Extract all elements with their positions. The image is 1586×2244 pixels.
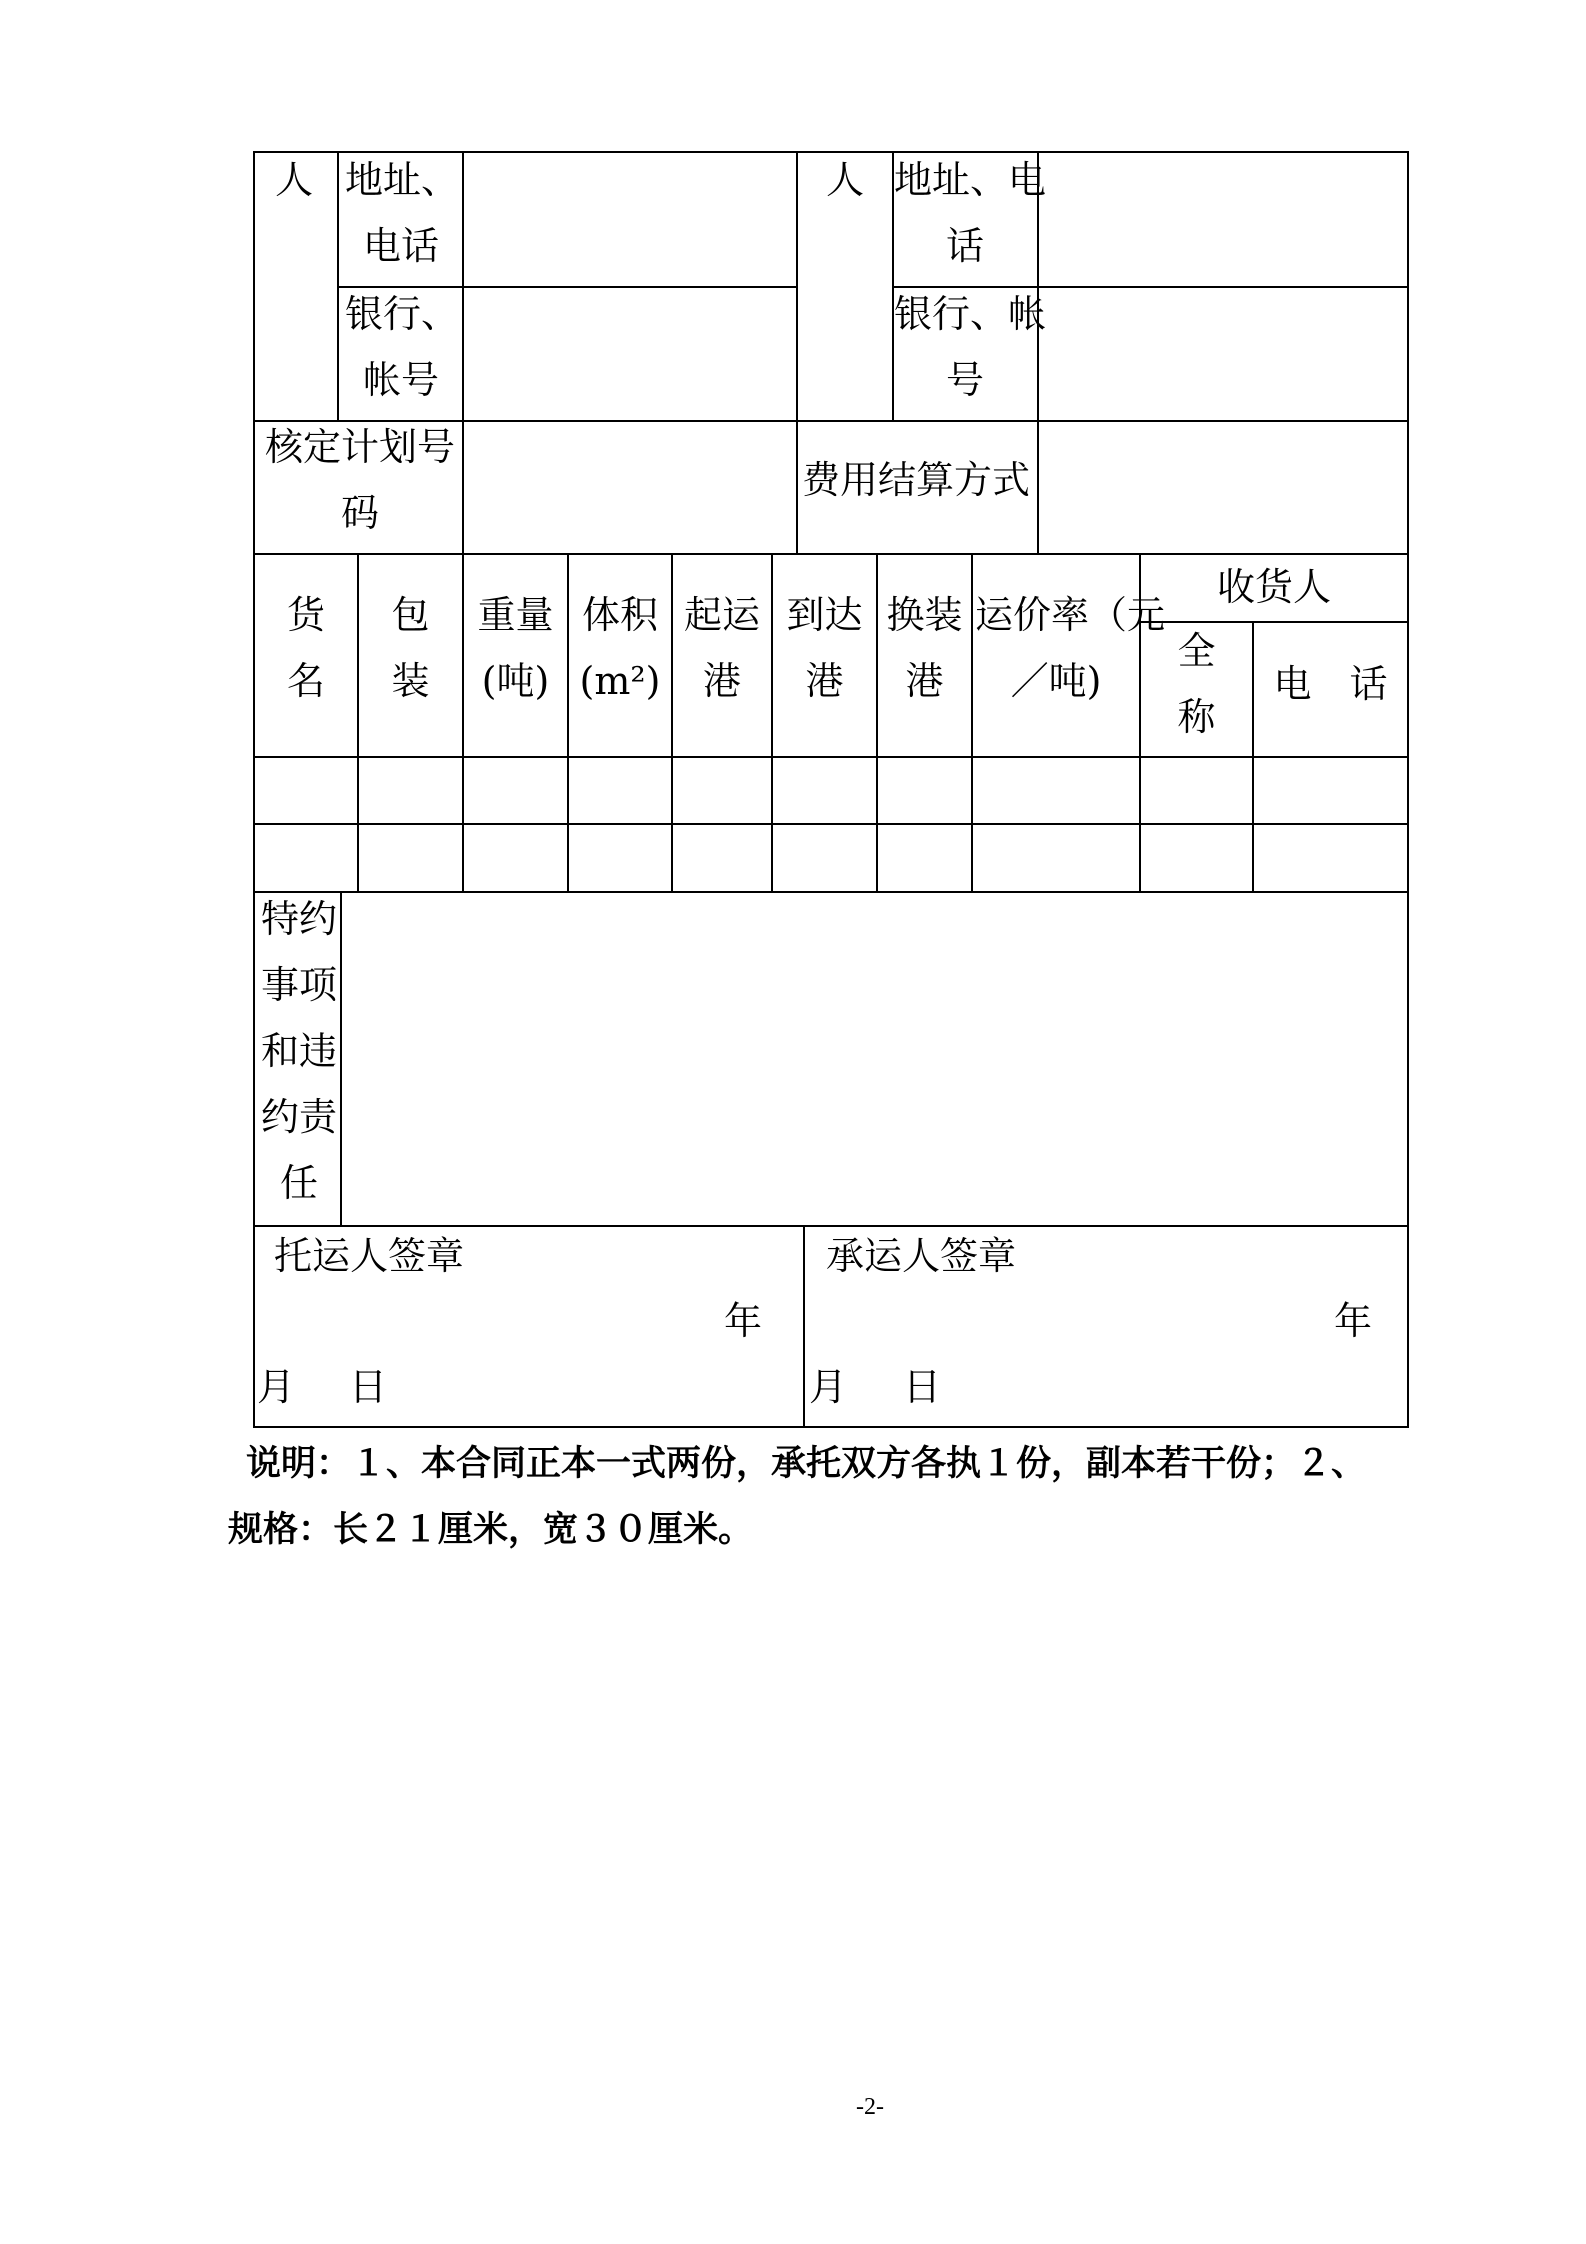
divider <box>796 151 798 555</box>
special-terms-label-line4: 约责 <box>261 1095 338 1139</box>
bank-account-label-line2: 帐号 <box>363 358 440 402</box>
origin-port-header-line1: 起运 <box>683 593 760 637</box>
goods-name-header-line2: 名 <box>286 659 325 703</box>
divider <box>253 823 1409 825</box>
full-name-header-line1: 全 <box>1177 629 1216 673</box>
shipper-signature-month: 月 <box>257 1365 296 1409</box>
plan-number-label-line1: 核定计划号 <box>265 425 456 469</box>
packing-header-line2: 装 <box>391 659 430 703</box>
right-bank-account-label-line2: 号 <box>946 358 985 402</box>
transfer-port-header-line2: 港 <box>905 659 944 703</box>
address-phone-label-line2: 电话 <box>363 224 440 268</box>
divider <box>971 553 973 893</box>
weight-header-line2: (吨) <box>481 659 550 703</box>
table-border-bottom <box>253 1426 1409 1428</box>
goods-name-header-line1: 货 <box>286 593 325 637</box>
freight-rate-header-line1: 运价率（元 <box>975 593 1166 637</box>
special-terms-label-line1: 特约 <box>261 897 338 941</box>
special-terms-label-line5: 任 <box>280 1161 319 1205</box>
right-party-label-tail: 人 <box>826 158 865 202</box>
consignee-header: 收货人 <box>1216 565 1331 609</box>
shipper-signature-day: 日 <box>349 1365 388 1409</box>
destination-port-header-line2: 港 <box>805 659 844 703</box>
transfer-port-header-line1: 换装 <box>886 593 963 637</box>
settlement-method-label: 费用结算方式 <box>802 458 1031 502</box>
plan-number-label-line2: 码 <box>341 491 380 535</box>
note-line-1: 说明：１、本合同正本一式两份，承托双方各执１份，副本若干份；２、 <box>246 1444 1367 1484</box>
right-address-phone-label-line1: 地址、电 <box>894 158 1047 202</box>
table-border-left <box>253 151 255 1428</box>
special-terms-label-line2: 事项 <box>261 963 338 1007</box>
volume-header-line2: (m²) <box>579 659 661 703</box>
volume-header-line1: 体积 <box>581 593 658 637</box>
divider <box>340 891 342 1227</box>
special-terms-label-line3: 和违 <box>261 1029 338 1073</box>
destination-port-header-line1: 到达 <box>786 593 863 637</box>
carrier-signature-year: 年 <box>1334 1299 1373 1343</box>
shipper-signature-year: 年 <box>724 1299 763 1343</box>
address-phone-label-line1: 地址、 <box>345 158 460 202</box>
carrier-signature-month: 月 <box>809 1365 848 1409</box>
origin-port-header-line2: 港 <box>702 659 741 703</box>
right-address-phone-label-line2: 话 <box>946 224 985 268</box>
carrier-signature-label: 承运人签章 <box>826 1234 1017 1278</box>
divider <box>253 756 1409 758</box>
freight-rate-header-line2: ／吨) <box>1010 659 1102 703</box>
carrier-signature-day: 日 <box>903 1365 942 1409</box>
right-bank-account-label-line1: 银行、帐 <box>894 292 1047 336</box>
page-number: -2- <box>856 2094 884 2120</box>
left-party-label-tail: 人 <box>275 158 314 202</box>
divider <box>803 1225 805 1428</box>
bank-account-label-line1: 银行、 <box>345 292 460 336</box>
shipper-signature-label: 托运人签章 <box>274 1234 465 1278</box>
phone-header: 电 话 <box>1273 662 1388 706</box>
full-name-header-line2: 称 <box>1177 695 1216 739</box>
table-border-right <box>1407 151 1409 1428</box>
weight-header-line1: 重量 <box>477 593 554 637</box>
note-line-2: 规格：长２１厘米，宽３０厘米。 <box>228 1510 754 1550</box>
divider <box>462 151 464 555</box>
packing-header-line1: 包 <box>391 593 430 637</box>
divider <box>253 891 1409 893</box>
